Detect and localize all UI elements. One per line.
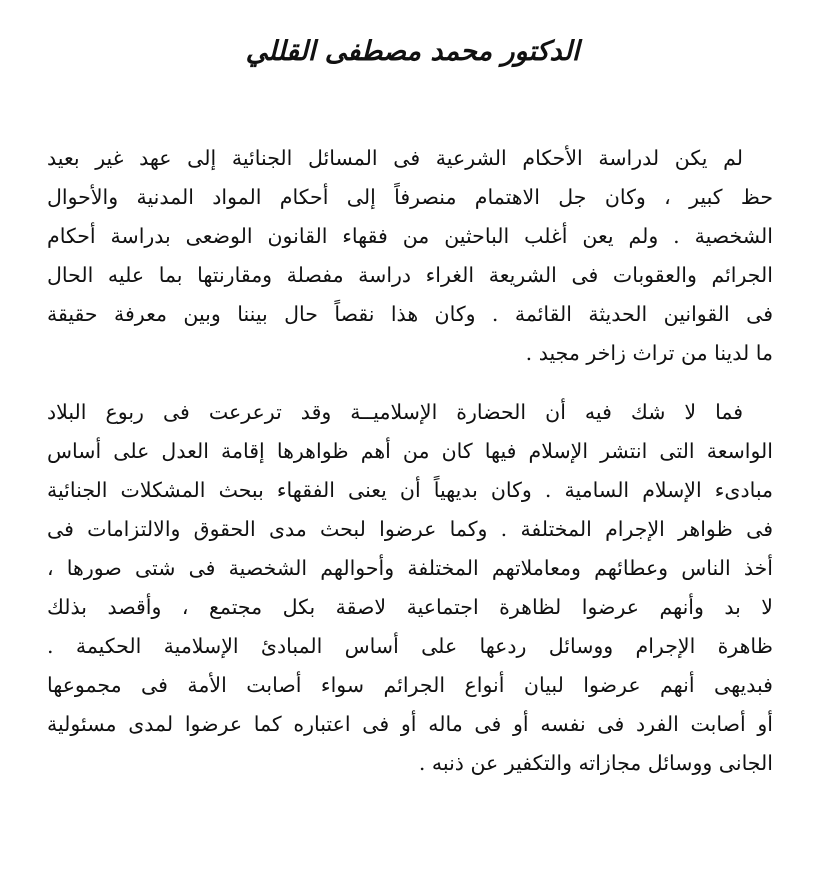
paragraph-1-line-1: لم يكن لدراسة الأحكام الشرعية فى المسائل الجنائية إلى عهد غير بعيد — [47, 146, 743, 170]
author-header: الدكتور محمد مصطفى القللي — [245, 36, 580, 67]
paragraph-2-line-5: أخذ الناس وعطائهم ومعاملاتهم المختلفة وأحوالهم الشخصية فى شتى صورها ، — [47, 556, 773, 580]
paragraph-2-line-1: فما لا شك فيه أن الحضارة الإسلاميــة وقد ترعرعت فى ربوع البلاد — [47, 400, 743, 424]
paragraph-1-line-2: حظ كبير ، وكان جل الاهتمام منصرفاً إلى أحكام المواد المدنية والأحوال — [47, 185, 773, 209]
paragraph-2-line-7: ظاهرة الإجرام ووسائل ردعها على أساس المبادئ الإسلامية الحكيمة . — [47, 634, 773, 658]
paragraph-1-line-4: الجرائم والعقوبات فى الشريعة الغراء دراسة مفصلة ومقارنتها بما عليه الحال — [47, 263, 773, 287]
paragraph-1-line-6: ما لدينا من تراث زاخر مجيد . — [525, 341, 773, 365]
paragraph-2-line-10: الجانى ووسائل مجازاته والتكفير عن ذنبه . — [418, 751, 773, 775]
paragraph-1-line-5: فى القوانين الحديثة القائمة . وكان هذا نقصاً حال بيننا وبين معرفة حقيقة — [47, 302, 773, 326]
paragraph-2-line-8: فبديهى أنهم عرضوا لبيان أنواع الجرائم سواء أصابت الأمة فى مجموعها — [47, 673, 773, 697]
paragraph-2-line-2: الواسعة التى انتشر الإسلام فيها كان من أهم ظواهرها إقامة العدل على أساس — [47, 439, 773, 463]
paragraph-2-line-6: لا بد وأنهم عرضوا لظاهرة اجتماعية لاصقة بكل مجتمع ، وأقصد بذلك — [47, 595, 773, 619]
paragraph-2-line-3: مبادىء الإسلام السامية . وكان بديهياً أن يعنى الفقهاء ببحث المشكلات الجنائية — [47, 478, 773, 502]
paragraph-2-line-4: فى ظواهر الإجرام المختلفة . وكما عرضوا لبحث مدى الحقوق والالتزامات فى — [47, 517, 773, 541]
paragraph-1-line-3: الشخصية . ولم يعن أغلب الباحثين من فقهاء القانون الوضعى بدراسة أحكام — [47, 224, 773, 248]
paragraph-2-line-9: أو أصابت الفرد فى نفسه أو فى ماله أو فى اعتباره كما عرضوا لمدى مسئولية — [47, 712, 773, 736]
